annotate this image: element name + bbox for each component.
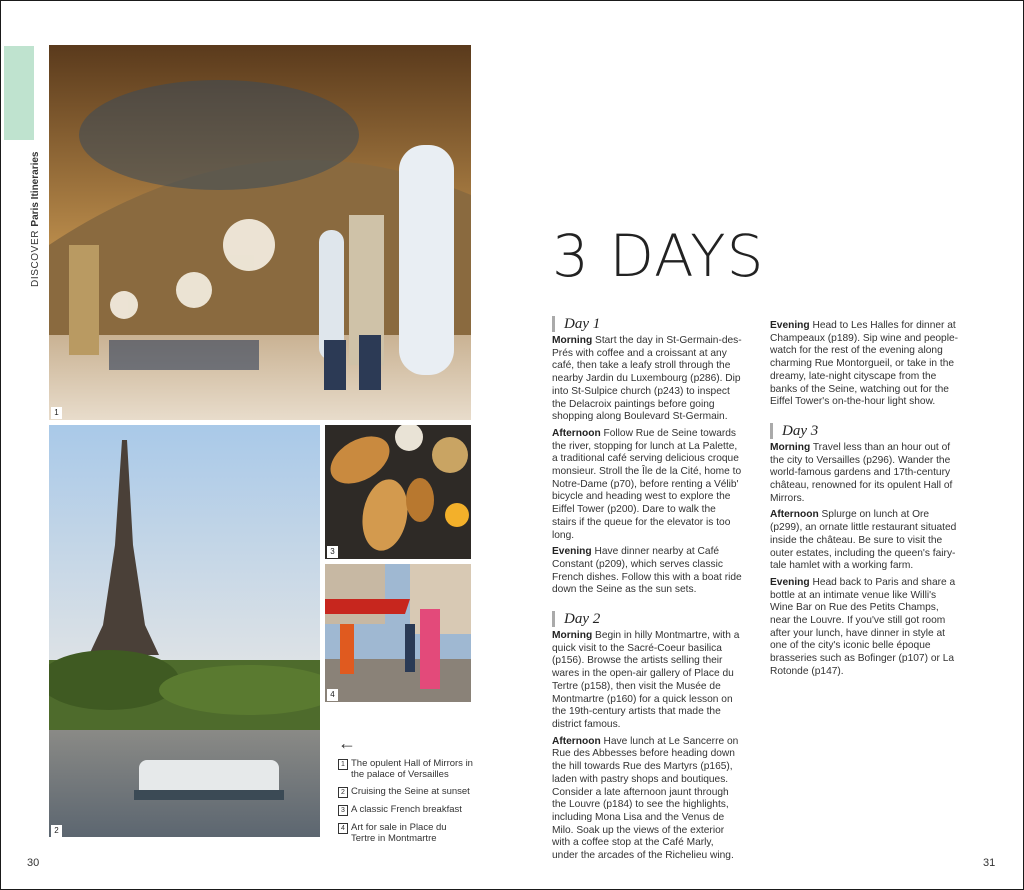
day-3-evening bbox=[770, 577, 960, 679]
caption-text: Art for sale in Place du Tertre in Montmartre bbox=[351, 822, 447, 844]
itinerary-column-2 bbox=[770, 320, 960, 683]
day-2-heading: Day 2 bbox=[552, 611, 742, 627]
caption-3 bbox=[338, 804, 473, 816]
day-1-morning bbox=[552, 335, 742, 424]
arrow-left-icon: ← bbox=[338, 733, 356, 753]
activity-text: Follow Rue de Seine towards the river, stopping for lunch at La Palette, a traditional café serving delicious croque monsieur. Stroll the Île de la Cité, home to Notre-Dame (p70), before renting a Vélib' bicycle and heading west to explore the Eiffel Tower (p200). Dare to walk the stairs if the queue for the elevator is too long. bbox=[552, 427, 742, 541]
day-2-afternoon bbox=[552, 736, 742, 863]
caption-4 bbox=[338, 822, 473, 844]
caption-text: The opulent Hall of Mirrors in the palace of Versailles bbox=[351, 758, 473, 780]
section-tab bbox=[4, 46, 34, 140]
activity-text: Splurge on lunch at Ore (p299), an ornate little restaurant situated inside the château. Be sure to visit the outer estates, including the queen's fairy-tale hamlet with a working farm. bbox=[770, 509, 957, 572]
caption-text: Cruising the Seine at sunset bbox=[351, 786, 470, 797]
page-number-right: 31 bbox=[983, 857, 996, 869]
caption-1 bbox=[338, 758, 473, 780]
photo-number-3: 3 bbox=[327, 546, 338, 558]
time-label: Morning bbox=[770, 441, 811, 453]
caption-number: 1 bbox=[338, 759, 348, 770]
time-label: Morning bbox=[552, 335, 593, 346]
activity-text: Have dinner nearby at Café Constant (p209), which serves classic French dishes. Follow this with a boat ride down the Seine as the sun sets. bbox=[552, 546, 742, 596]
photo-hall-of-mirrors bbox=[49, 45, 471, 420]
activity-text: Head back to Paris and share a bottle at an intimate venue like Willi's Wine Bar on Rue des Petits Champs, near the Louvre. If you've still got room after your lunch, have dinner in style at one of the city's iconic belle époque brasseries such as Bofinger (p107) or La Rotonde (p147). bbox=[770, 576, 956, 677]
page-number-left: 30 bbox=[27, 857, 40, 869]
itinerary-column-1 bbox=[552, 316, 742, 867]
day-1-afternoon bbox=[552, 428, 742, 542]
day-2-evening bbox=[770, 320, 960, 409]
activity-text: Begin in hilly Montmartre, with a quick visit to the Sacré-Coeur basilica (p156). Browse the artists selling their wares in the open-air gallery of Place du Tertre (p158), then visit the Musée de Montmartre (p160) for a quick lesson on the 19th-century artists that made the district famous. bbox=[552, 630, 740, 730]
photo-number-2: 2 bbox=[51, 825, 62, 837]
page-title: 3 DAYS bbox=[552, 222, 765, 290]
day-1-heading: Day 1 bbox=[552, 316, 742, 332]
section-name: DISCOVER bbox=[30, 229, 41, 287]
time-label: Evening bbox=[770, 320, 810, 331]
time-label: Morning bbox=[552, 630, 593, 642]
day-2-morning bbox=[552, 630, 742, 732]
activity-text: Head to Les Halles for dinner at Champeaux (p189). Sip wine and people-watch for the rest of the evening along charming Rue Montorgueil, or take in the dreamy, late-night cityscape from the banks of the Seine, watching out for the Eiffel Tower's on-the-hour light show. bbox=[770, 320, 959, 408]
caption-number: 2 bbox=[338, 787, 348, 798]
time-label: Evening bbox=[552, 546, 592, 558]
photo-number-4: 4 bbox=[327, 689, 338, 701]
day-3-morning bbox=[770, 442, 960, 506]
caption-number: 3 bbox=[338, 805, 348, 816]
photo-place-du-tertre bbox=[325, 564, 471, 702]
activity-text: Start the day in St-Germain-des-Prés with coffee and a croissant at any café, then take a leafy stroll through the nearby Jardin du Luxembourg (p286). Dip into St-Sulpice church (p243) to inspect the Delacroix paintings before going shopping along Boulevard St-Germain. bbox=[552, 335, 742, 423]
time-label: Afternoon bbox=[770, 509, 819, 521]
time-label: Evening bbox=[770, 576, 810, 588]
day-1-evening bbox=[552, 546, 742, 597]
time-label: Afternoon bbox=[552, 427, 601, 439]
time-label: Afternoon bbox=[552, 735, 601, 747]
day-3-afternoon bbox=[770, 509, 960, 573]
caption-text: A classic French breakfast bbox=[351, 804, 462, 815]
subsection-name: Paris Itineraries bbox=[30, 151, 41, 227]
section-label bbox=[30, 152, 41, 287]
photo-french-breakfast bbox=[325, 425, 471, 559]
caption-block bbox=[338, 734, 473, 850]
activity-text: Have lunch at Le Sancerre on Rue des Abbesses before heading down the hill towards Rue des Martyrs (p165), laden with pastry shops and boutiques. Consider a late afternoon jaunt through the Louvre (p184) to see the highlights, including Mona Lisa and the Venus de Milo. Soak up the views of the exterior with a coffee stop at the Café Marly, under the arcades of the Richelieu wing. bbox=[552, 735, 739, 862]
day-3-heading: Day 3 bbox=[770, 423, 960, 439]
photo-number-1: 1 bbox=[51, 407, 62, 419]
caption-number: 4 bbox=[338, 823, 348, 834]
activity-text: Travel less than an hour out of the city to Versailles (p296). Wander the world-famous gardens and 17th-century château, renowned for its opulent Hall of Mirrors. bbox=[770, 441, 953, 504]
caption-2 bbox=[338, 786, 473, 798]
photo-seine-sunset bbox=[49, 425, 320, 837]
